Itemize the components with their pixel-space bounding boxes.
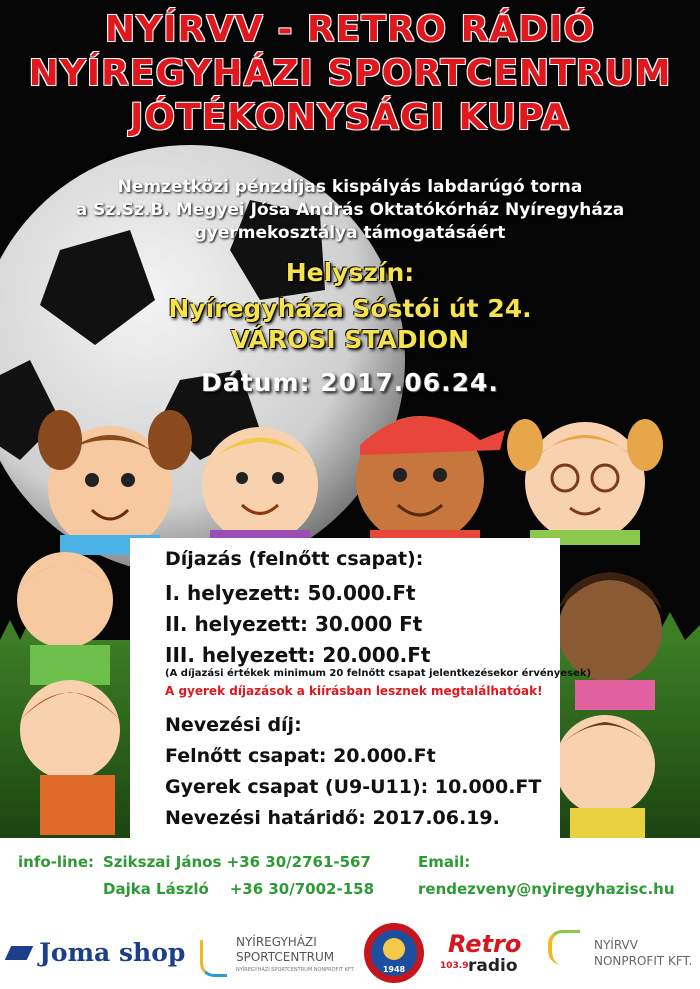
entry-adult-fee: Felnőtt csapat: 20.000.Ft xyxy=(165,745,436,767)
nyirvv-emblem-icon xyxy=(548,930,580,965)
venue-label: Helyszín: xyxy=(285,258,415,287)
sportcentrum-line-3: NYÍREGYHÁZI SPORTCENTRUM NONPROFIT KFT. xyxy=(236,967,355,973)
club-crest-icon xyxy=(363,922,425,984)
subtitle-line-3: gyermekosztálya támogatásáért xyxy=(194,223,506,243)
kids-prize-note: A gyerek díjazások a kiírásban lesznek megtalálhatóak! xyxy=(165,684,543,698)
nyirvv-line-2: NONPROFIT KFT. xyxy=(594,954,693,968)
venue-name: VÁROSI STADION xyxy=(230,325,470,354)
subtitle-line-1: Nemzetközi pénzdíjas kispályás labdarúgó torna xyxy=(117,177,583,197)
prize-third: III. helyezett: 20.000.Ft xyxy=(165,643,431,667)
title-line-1: NYÍRVV - RETRO RÁDIÓ xyxy=(104,9,596,50)
club-crest-logo xyxy=(363,922,425,984)
title-line-3: JÓTÉKONYSÁGI KUPA xyxy=(130,97,570,138)
prizes-heading: Díjazás (felnőtt csapat): xyxy=(165,548,424,570)
retro-label: Retro xyxy=(448,930,522,958)
venue-address: Nyíregyháza Sóstói út 24. xyxy=(168,294,532,323)
prize-note: (A díjazási értékek minimum 20 felnőtt csapat jelentkezésekor érvényesek) xyxy=(165,668,592,679)
info-line-label: info-line: xyxy=(18,853,95,871)
entry-kids-fee: Gyerek csapat (U9-U11): 10.000.FT xyxy=(165,776,542,798)
crest-year: 1948 xyxy=(382,965,406,974)
sportcentrum-emblem-icon xyxy=(200,940,227,977)
joma-shop-label: Joma shop xyxy=(39,938,186,967)
joma-swoosh-icon xyxy=(5,946,34,960)
prize-second: II. helyezett: 30.000 Ft xyxy=(165,612,423,636)
email-label: Email: xyxy=(418,853,471,871)
title-line-2: NYÍREGYHÁZI SPORTCENTRUM xyxy=(28,53,672,94)
entry-deadline: Nevezési határidő: 2017.06.19. xyxy=(165,807,500,829)
radio-label: radio xyxy=(468,956,518,976)
nyirvv-line-1: NYÍRVV xyxy=(594,938,638,952)
entry-heading: Nevezési díj: xyxy=(165,714,302,736)
contact-person-1: Szikszai János +36 30/2761-567 xyxy=(103,853,371,871)
event-date: Dátum: 2017.06.24. xyxy=(201,368,499,397)
title-block xyxy=(0,8,700,140)
sportcentrum-line-1: NYÍREGYHÁZI xyxy=(236,935,317,949)
subtitle-line-2: a Sz.Sz.B. Megyei Jósa András Oktatókórház Nyíregyháza xyxy=(75,200,625,220)
email-link[interactable]: rendezveny@nyiregyhazisc.hu xyxy=(418,880,675,898)
prize-first: I. helyezett: 50.000.Ft xyxy=(165,581,416,605)
contact-person-2: Dajka László +36 30/7002-158 xyxy=(103,880,375,898)
sportcentrum-line-2: SPORTCENTRUM xyxy=(236,950,335,964)
joma-shop-logo xyxy=(8,938,185,967)
subtitle-block xyxy=(0,176,700,245)
retro-frequency: 103.9 xyxy=(440,961,469,971)
